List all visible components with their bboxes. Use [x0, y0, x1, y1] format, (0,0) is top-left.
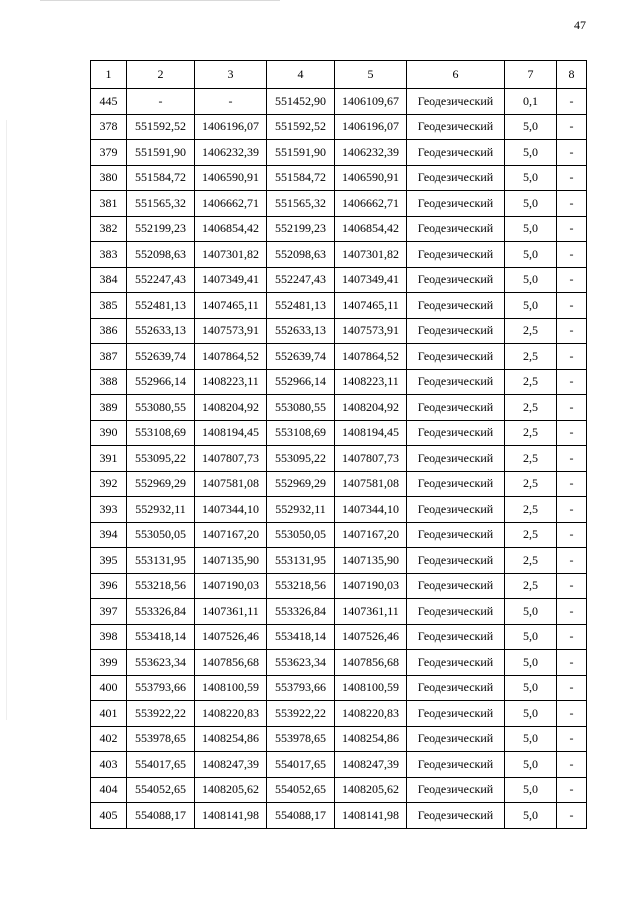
- table-row: [91, 420, 587, 446]
- x-old-cell: 553080,55: [127, 395, 195, 421]
- x-old-cell: 553108,69: [127, 420, 195, 446]
- y-new-cell: 1407581,08: [335, 471, 407, 497]
- x-new-cell: 553418,14: [267, 624, 335, 650]
- note-cell: -: [557, 293, 587, 319]
- y-new-cell: 1406232,39: [335, 140, 407, 166]
- point-number-cell: 393: [91, 497, 127, 523]
- note-cell: -: [557, 89, 587, 115]
- note-cell: -: [557, 114, 587, 140]
- table-row: [91, 803, 587, 829]
- header-cell: 6: [407, 61, 505, 89]
- x-new-cell: 553326,84: [267, 599, 335, 625]
- point-number-cell: 379: [91, 140, 127, 166]
- table-row: [91, 573, 587, 599]
- scan-edge-top: [40, 0, 280, 1]
- point-number-cell: 392: [91, 471, 127, 497]
- x-new-cell: 553922,22: [267, 701, 335, 727]
- table-row: [91, 344, 587, 370]
- x-new-cell: 553978,65: [267, 726, 335, 752]
- x-old-cell: 553978,65: [127, 726, 195, 752]
- y-old-cell: 1407301,82: [195, 242, 267, 268]
- header-cell: 3: [195, 61, 267, 89]
- header-cell: 2: [127, 61, 195, 89]
- method-cell: Геодезический: [407, 191, 505, 217]
- table-row: [91, 446, 587, 472]
- point-number-cell: 388: [91, 369, 127, 395]
- point-number-cell: 380: [91, 165, 127, 191]
- y-new-cell: 1406854,42: [335, 216, 407, 242]
- table-row: [91, 701, 587, 727]
- y-old-cell: 1408141,98: [195, 803, 267, 829]
- y-new-cell: 1408141,98: [335, 803, 407, 829]
- accuracy-cell: 5,0: [505, 165, 557, 191]
- point-number-cell: 404: [91, 777, 127, 803]
- y-old-cell: 1407581,08: [195, 471, 267, 497]
- x-old-cell: 553623,34: [127, 650, 195, 676]
- table-row: [91, 497, 587, 523]
- accuracy-cell: 5,0: [505, 599, 557, 625]
- x-new-cell: 552481,13: [267, 293, 335, 319]
- x-new-cell: 554052,65: [267, 777, 335, 803]
- table-row: [91, 140, 587, 166]
- note-cell: -: [557, 318, 587, 344]
- accuracy-cell: 5,0: [505, 293, 557, 319]
- y-old-cell: 1408205,62: [195, 777, 267, 803]
- x-old-cell: 554052,65: [127, 777, 195, 803]
- point-number-cell: 403: [91, 752, 127, 778]
- table-row: [91, 114, 587, 140]
- x-old-cell: 553418,14: [127, 624, 195, 650]
- y-new-cell: 1407573,91: [335, 318, 407, 344]
- x-new-cell: 551565,32: [267, 191, 335, 217]
- point-number-cell: 396: [91, 573, 127, 599]
- x-new-cell: 554017,65: [267, 752, 335, 778]
- method-cell: Геодезический: [407, 395, 505, 421]
- y-old-cell: 1407167,20: [195, 522, 267, 548]
- x-old-cell: 553218,56: [127, 573, 195, 599]
- y-new-cell: 1407465,11: [335, 293, 407, 319]
- note-cell: -: [557, 216, 587, 242]
- header-cell: 4: [267, 61, 335, 89]
- table-header-row: [91, 61, 587, 89]
- note-cell: -: [557, 726, 587, 752]
- accuracy-cell: 5,0: [505, 675, 557, 701]
- y-old-cell: 1407344,10: [195, 497, 267, 523]
- y-old-cell: 1407135,90: [195, 548, 267, 574]
- table-row: [91, 89, 587, 115]
- note-cell: -: [557, 242, 587, 268]
- method-cell: Геодезический: [407, 344, 505, 370]
- point-number-cell: 381: [91, 191, 127, 217]
- point-number-cell: 391: [91, 446, 127, 472]
- y-old-cell: 1408247,39: [195, 752, 267, 778]
- note-cell: -: [557, 675, 587, 701]
- x-new-cell: 552969,29: [267, 471, 335, 497]
- note-cell: -: [557, 497, 587, 523]
- note-cell: -: [557, 650, 587, 676]
- point-number-cell: 385: [91, 293, 127, 319]
- accuracy-cell: 2,5: [505, 369, 557, 395]
- accuracy-cell: 2,5: [505, 420, 557, 446]
- y-new-cell: 1408204,92: [335, 395, 407, 421]
- y-old-cell: 1407349,41: [195, 267, 267, 293]
- note-cell: -: [557, 701, 587, 727]
- accuracy-cell: 5,0: [505, 267, 557, 293]
- table-row: [91, 216, 587, 242]
- x-old-cell: 553793,66: [127, 675, 195, 701]
- point-number-cell: 386: [91, 318, 127, 344]
- point-number-cell: 394: [91, 522, 127, 548]
- header-cell: 1: [91, 61, 127, 89]
- method-cell: Геодезический: [407, 497, 505, 523]
- note-cell: -: [557, 140, 587, 166]
- accuracy-cell: 5,0: [505, 216, 557, 242]
- point-number-cell: 398: [91, 624, 127, 650]
- point-number-cell: 397: [91, 599, 127, 625]
- method-cell: Геодезический: [407, 803, 505, 829]
- method-cell: Геодезический: [407, 599, 505, 625]
- x-new-cell: 553131,95: [267, 548, 335, 574]
- y-old-cell: -: [195, 89, 267, 115]
- page-number: 47: [574, 18, 586, 32]
- point-number-cell: 378: [91, 114, 127, 140]
- point-number-cell: 401: [91, 701, 127, 727]
- y-new-cell: 1407856,68: [335, 650, 407, 676]
- x-new-cell: 552247,43: [267, 267, 335, 293]
- x-new-cell: 551584,72: [267, 165, 335, 191]
- note-cell: -: [557, 191, 587, 217]
- table-row: [91, 624, 587, 650]
- x-old-cell: -: [127, 89, 195, 115]
- y-old-cell: 1408223,11: [195, 369, 267, 395]
- note-cell: -: [557, 267, 587, 293]
- x-old-cell: 552633,13: [127, 318, 195, 344]
- table-row: [91, 293, 587, 319]
- y-old-cell: 1407807,73: [195, 446, 267, 472]
- table-row: [91, 242, 587, 268]
- table-row: [91, 395, 587, 421]
- method-cell: Геодезический: [407, 369, 505, 395]
- x-old-cell: 554088,17: [127, 803, 195, 829]
- x-old-cell: 552969,29: [127, 471, 195, 497]
- point-number-cell: 402: [91, 726, 127, 752]
- x-new-cell: 552098,63: [267, 242, 335, 268]
- accuracy-cell: 5,0: [505, 624, 557, 650]
- table-row: [91, 675, 587, 701]
- x-old-cell: 552199,23: [127, 216, 195, 242]
- method-cell: Геодезический: [407, 446, 505, 472]
- x-new-cell: 551591,90: [267, 140, 335, 166]
- x-old-cell: 551592,52: [127, 114, 195, 140]
- x-new-cell: 553623,34: [267, 650, 335, 676]
- note-cell: -: [557, 803, 587, 829]
- method-cell: Геодезический: [407, 675, 505, 701]
- note-cell: -: [557, 777, 587, 803]
- accuracy-cell: 5,0: [505, 752, 557, 778]
- accuracy-cell: 5,0: [505, 140, 557, 166]
- x-old-cell: 553922,22: [127, 701, 195, 727]
- method-cell: Геодезический: [407, 242, 505, 268]
- note-cell: -: [557, 599, 587, 625]
- y-old-cell: 1406590,91: [195, 165, 267, 191]
- x-old-cell: 552098,63: [127, 242, 195, 268]
- header-cell: 5: [335, 61, 407, 89]
- method-cell: Геодезический: [407, 522, 505, 548]
- x-old-cell: 551591,90: [127, 140, 195, 166]
- method-cell: Геодезический: [407, 420, 505, 446]
- y-new-cell: 1407301,82: [335, 242, 407, 268]
- accuracy-cell: 5,0: [505, 803, 557, 829]
- y-old-cell: 1408254,86: [195, 726, 267, 752]
- accuracy-cell: 5,0: [505, 191, 557, 217]
- y-new-cell: 1408220,83: [335, 701, 407, 727]
- y-old-cell: 1407190,03: [195, 573, 267, 599]
- method-cell: Геодезический: [407, 752, 505, 778]
- x-old-cell: 551565,32: [127, 191, 195, 217]
- y-old-cell: 1406854,42: [195, 216, 267, 242]
- accuracy-cell: 5,0: [505, 242, 557, 268]
- x-new-cell: 553793,66: [267, 675, 335, 701]
- accuracy-cell: 5,0: [505, 777, 557, 803]
- method-cell: Геодезический: [407, 650, 505, 676]
- y-old-cell: 1407573,91: [195, 318, 267, 344]
- method-cell: Геодезический: [407, 777, 505, 803]
- x-new-cell: 551452,90: [267, 89, 335, 115]
- y-old-cell: 1407864,52: [195, 344, 267, 370]
- y-old-cell: 1407526,46: [195, 624, 267, 650]
- point-number-cell: 400: [91, 675, 127, 701]
- x-old-cell: 551584,72: [127, 165, 195, 191]
- table-row: [91, 369, 587, 395]
- x-old-cell: 553326,84: [127, 599, 195, 625]
- y-new-cell: 1408247,39: [335, 752, 407, 778]
- x-old-cell: 552639,74: [127, 344, 195, 370]
- point-number-cell: 395: [91, 548, 127, 574]
- point-number-cell: 384: [91, 267, 127, 293]
- table-row: [91, 165, 587, 191]
- table-row: [91, 522, 587, 548]
- y-new-cell: 1407864,52: [335, 344, 407, 370]
- table-row: [91, 471, 587, 497]
- point-number-cell: 399: [91, 650, 127, 676]
- x-old-cell: 552481,13: [127, 293, 195, 319]
- table-row: [91, 726, 587, 752]
- x-new-cell: 552633,13: [267, 318, 335, 344]
- y-new-cell: 1407167,20: [335, 522, 407, 548]
- method-cell: Геодезический: [407, 165, 505, 191]
- y-new-cell: 1408194,45: [335, 420, 407, 446]
- accuracy-cell: 2,5: [505, 548, 557, 574]
- point-number-cell: 389: [91, 395, 127, 421]
- method-cell: Геодезический: [407, 548, 505, 574]
- point-number-cell: 382: [91, 216, 127, 242]
- x-new-cell: 554088,17: [267, 803, 335, 829]
- note-cell: -: [557, 522, 587, 548]
- header-cell: 8: [557, 61, 587, 89]
- point-number-cell: 387: [91, 344, 127, 370]
- y-new-cell: 1407526,46: [335, 624, 407, 650]
- scan-edge-left: [6, 120, 7, 720]
- y-new-cell: 1408254,86: [335, 726, 407, 752]
- y-new-cell: 1408223,11: [335, 369, 407, 395]
- accuracy-cell: 0,1: [505, 89, 557, 115]
- point-number-cell: 405: [91, 803, 127, 829]
- y-new-cell: 1407361,11: [335, 599, 407, 625]
- note-cell: -: [557, 420, 587, 446]
- y-old-cell: 1406662,71: [195, 191, 267, 217]
- accuracy-cell: 2,5: [505, 344, 557, 370]
- x-old-cell: 552932,11: [127, 497, 195, 523]
- table-row: [91, 650, 587, 676]
- y-new-cell: 1408100,59: [335, 675, 407, 701]
- note-cell: -: [557, 752, 587, 778]
- accuracy-cell: 2,5: [505, 446, 557, 472]
- note-cell: -: [557, 548, 587, 574]
- x-new-cell: 553050,05: [267, 522, 335, 548]
- table-row: [91, 548, 587, 574]
- x-new-cell: 553108,69: [267, 420, 335, 446]
- note-cell: -: [557, 573, 587, 599]
- table-row: [91, 267, 587, 293]
- y-old-cell: 1408100,59: [195, 675, 267, 701]
- table-row: [91, 318, 587, 344]
- y-old-cell: 1408194,45: [195, 420, 267, 446]
- note-cell: -: [557, 624, 587, 650]
- method-cell: Геодезический: [407, 216, 505, 242]
- method-cell: Геодезический: [407, 471, 505, 497]
- table-row: [91, 777, 587, 803]
- table-row: [91, 752, 587, 778]
- note-cell: -: [557, 395, 587, 421]
- y-old-cell: 1408220,83: [195, 701, 267, 727]
- header-cell: 7: [505, 61, 557, 89]
- y-new-cell: 1406590,91: [335, 165, 407, 191]
- accuracy-cell: 5,0: [505, 726, 557, 752]
- note-cell: -: [557, 165, 587, 191]
- y-old-cell: 1406232,39: [195, 140, 267, 166]
- x-old-cell: 552247,43: [127, 267, 195, 293]
- x-old-cell: 553050,05: [127, 522, 195, 548]
- y-old-cell: 1407856,68: [195, 650, 267, 676]
- note-cell: -: [557, 446, 587, 472]
- method-cell: Геодезический: [407, 293, 505, 319]
- accuracy-cell: 5,0: [505, 701, 557, 727]
- point-number-cell: 383: [91, 242, 127, 268]
- method-cell: Геодезический: [407, 318, 505, 344]
- method-cell: Геодезический: [407, 267, 505, 293]
- y-old-cell: 1407361,11: [195, 599, 267, 625]
- x-new-cell: 553218,56: [267, 573, 335, 599]
- x-old-cell: 552966,14: [127, 369, 195, 395]
- method-cell: Геодезический: [407, 573, 505, 599]
- y-new-cell: 1407190,03: [335, 573, 407, 599]
- method-cell: Геодезический: [407, 140, 505, 166]
- accuracy-cell: 2,5: [505, 573, 557, 599]
- accuracy-cell: 2,5: [505, 471, 557, 497]
- x-new-cell: 552932,11: [267, 497, 335, 523]
- point-number-cell: 390: [91, 420, 127, 446]
- x-old-cell: 554017,65: [127, 752, 195, 778]
- accuracy-cell: 2,5: [505, 318, 557, 344]
- y-new-cell: 1407807,73: [335, 446, 407, 472]
- method-cell: Геодезический: [407, 701, 505, 727]
- y-new-cell: 1408205,62: [335, 777, 407, 803]
- y-new-cell: 1406109,67: [335, 89, 407, 115]
- method-cell: Геодезический: [407, 624, 505, 650]
- method-cell: Геодезический: [407, 114, 505, 140]
- method-cell: Геодезический: [407, 726, 505, 752]
- x-old-cell: 553131,95: [127, 548, 195, 574]
- x-new-cell: 553080,55: [267, 395, 335, 421]
- y-new-cell: 1407344,10: [335, 497, 407, 523]
- x-old-cell: 553095,22: [127, 446, 195, 472]
- x-new-cell: 551592,52: [267, 114, 335, 140]
- note-cell: -: [557, 369, 587, 395]
- y-old-cell: 1408204,92: [195, 395, 267, 421]
- x-new-cell: 553095,22: [267, 446, 335, 472]
- table-row: [91, 191, 587, 217]
- accuracy-cell: 2,5: [505, 497, 557, 523]
- accuracy-cell: 5,0: [505, 114, 557, 140]
- accuracy-cell: 2,5: [505, 395, 557, 421]
- coordinates-table: [90, 60, 587, 829]
- accuracy-cell: 5,0: [505, 650, 557, 676]
- y-new-cell: 1406662,71: [335, 191, 407, 217]
- y-new-cell: 1407135,90: [335, 548, 407, 574]
- point-number-cell: 445: [91, 89, 127, 115]
- y-new-cell: 1406196,07: [335, 114, 407, 140]
- y-new-cell: 1407349,41: [335, 267, 407, 293]
- method-cell: Геодезический: [407, 89, 505, 115]
- note-cell: -: [557, 344, 587, 370]
- table-row: [91, 599, 587, 625]
- x-new-cell: 552966,14: [267, 369, 335, 395]
- y-old-cell: 1407465,11: [195, 293, 267, 319]
- y-old-cell: 1406196,07: [195, 114, 267, 140]
- x-new-cell: 552639,74: [267, 344, 335, 370]
- x-new-cell: 552199,23: [267, 216, 335, 242]
- table-body: [91, 61, 587, 829]
- accuracy-cell: 2,5: [505, 522, 557, 548]
- note-cell: -: [557, 471, 587, 497]
